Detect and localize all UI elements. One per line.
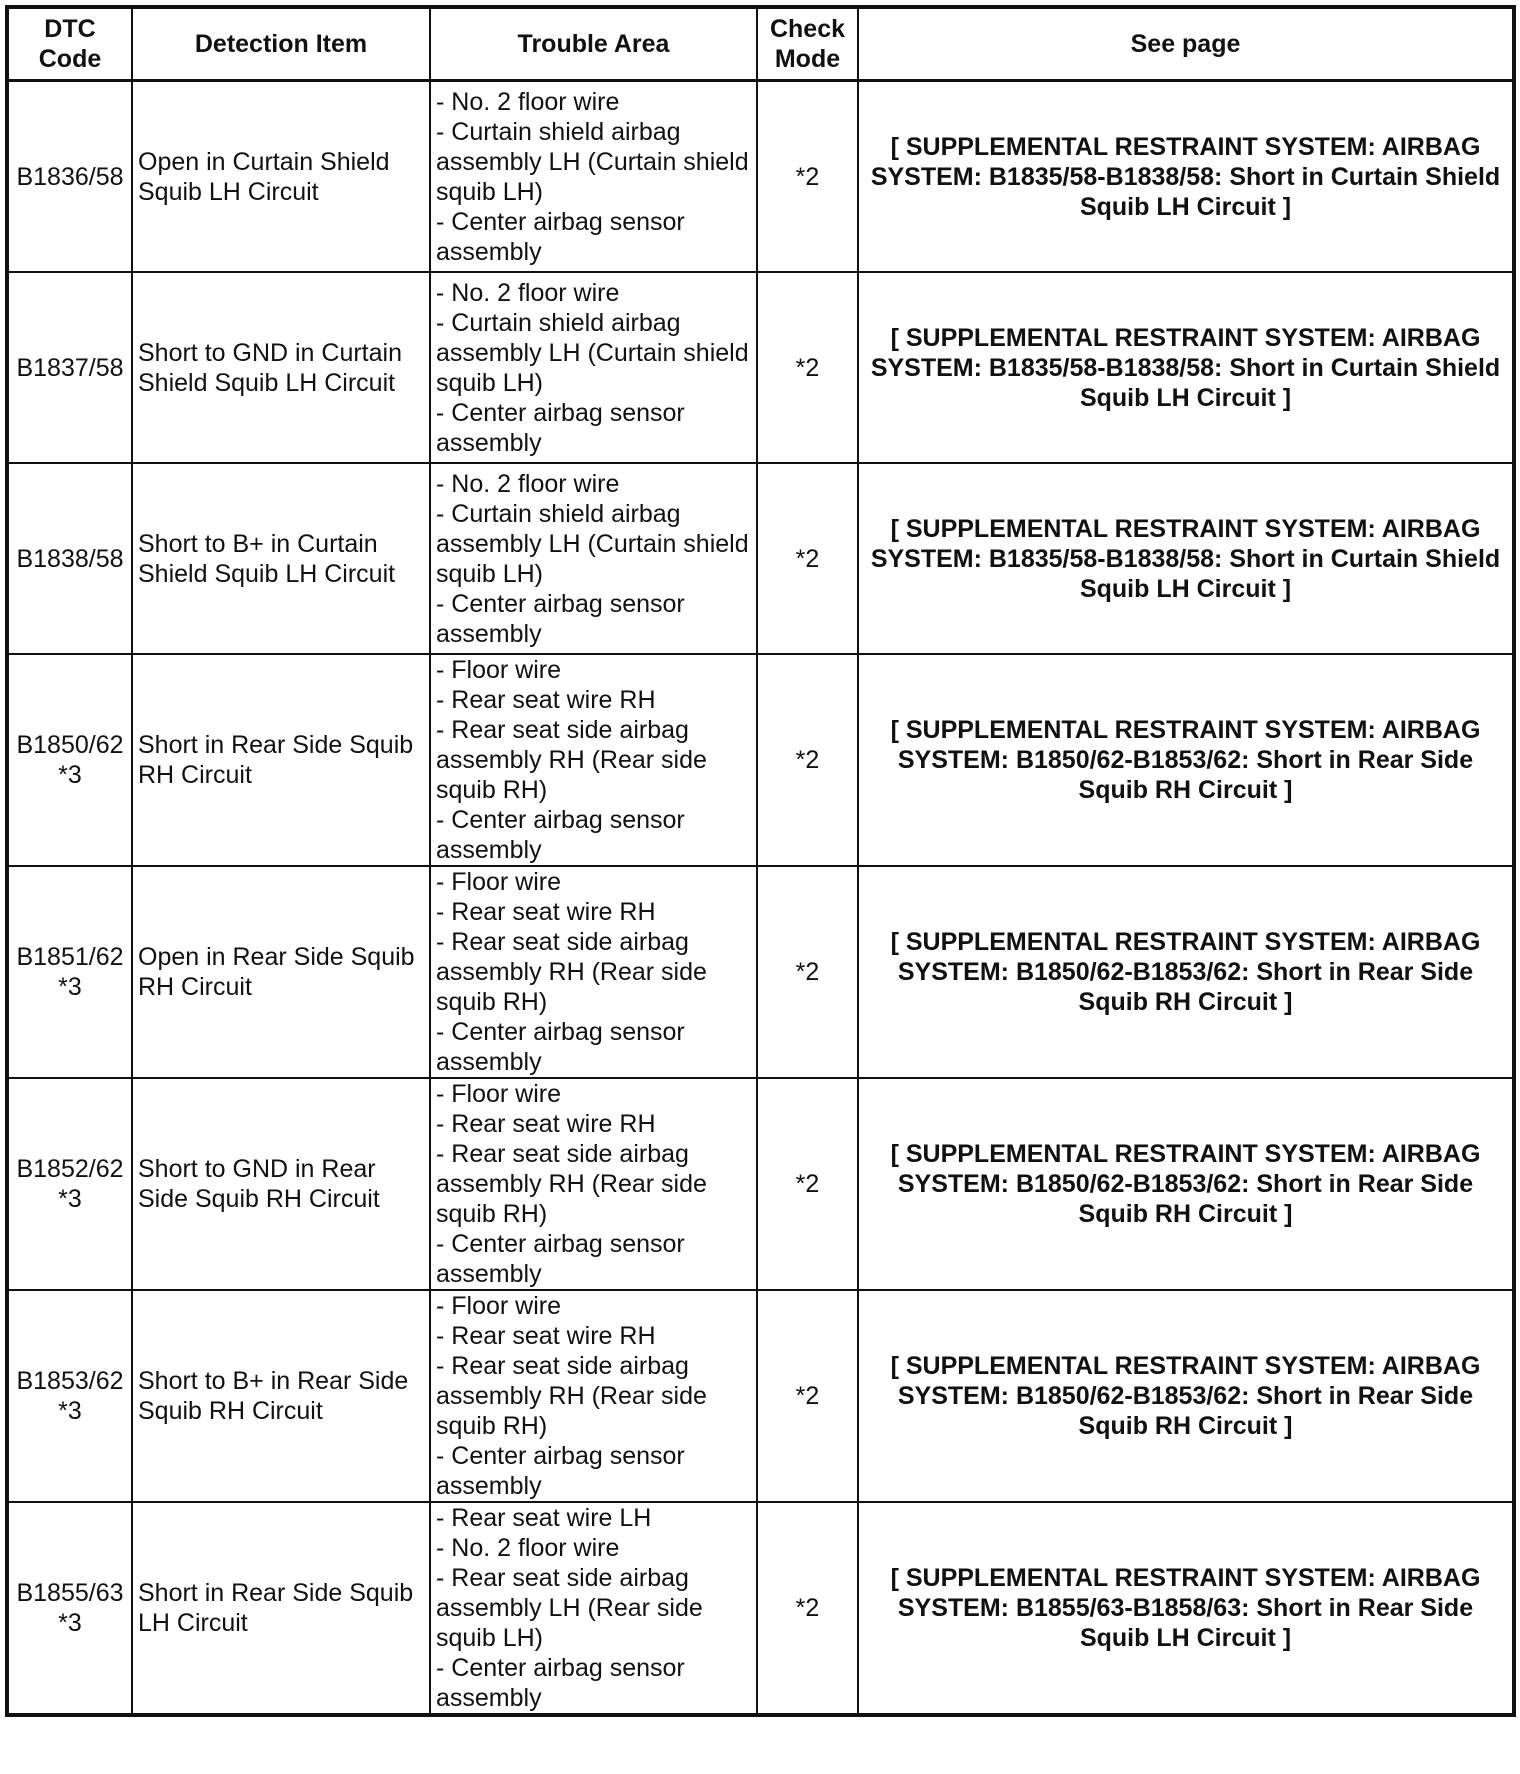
trouble-area-line: assembly LH (Curtain shield: [436, 147, 749, 176]
header-check-mode-line: Mode: [774, 45, 841, 73]
detection-item-cell: [132, 272, 430, 463]
detection-item-line: Side Squib RH Circuit: [138, 1185, 380, 1213]
trouble-area-line: - No. 2 floor wire: [436, 278, 620, 307]
trouble-area-line: - Center airbag sensor: [436, 1442, 685, 1470]
see-page-line: SYSTEM: B1850/62-B1853/62: Short in Rear Side: [897, 1170, 1474, 1198]
detection-item-line: LH Circuit: [138, 1609, 248, 1637]
trouble-area-line: assembly: [436, 237, 542, 266]
detection-item-cell: [132, 1290, 430, 1502]
dtc-code-line: B1853/62: [16, 1367, 124, 1395]
see-page-line: SYSTEM: B1850/62-B1853/62: Short in Rear Side: [897, 958, 1474, 986]
trouble-area-line: - Center airbag sensor: [436, 1230, 685, 1258]
trouble-area-line: assembly RH (Rear side: [436, 1170, 707, 1198]
detection-item-line: Short to GND in Curtain: [138, 338, 402, 367]
trouble-area-line: - Rear seat wire RH: [436, 898, 656, 926]
see-page-cell[interactable]: [858, 654, 1514, 866]
table-row: [7, 866, 1514, 1078]
detection-item-line: Shield Squib LH Circuit: [138, 368, 396, 397]
trouble-area-line: squib LH): [436, 559, 543, 588]
dtc-code-cell: [7, 463, 132, 654]
trouble-area-cell: [430, 1502, 757, 1715]
trouble-area-cell: [430, 1078, 757, 1290]
header-dtc-code-line: Code: [38, 45, 102, 73]
see-page-line: Squib RH Circuit ]: [1078, 1200, 1293, 1228]
trouble-area-line: - Rear seat side airbag: [436, 1140, 689, 1168]
see-page-cell[interactable]: [858, 81, 1514, 273]
table-row: [7, 1502, 1514, 1715]
trouble-area-line: assembly: [436, 1684, 542, 1712]
dtc-code-line: B1837/58: [16, 353, 124, 382]
dtc-table: [5, 5, 1516, 1717]
header-check-mode-line: Check: [769, 15, 846, 43]
table-row: [7, 81, 1514, 273]
trouble-area-line: - Curtain shield airbag: [436, 117, 681, 146]
table-row: [7, 1078, 1514, 1290]
see-page-line: [ SUPPLEMENTAL RESTRAINT SYSTEM: AIRBAG: [890, 132, 1481, 161]
detection-item-line: Short in Rear Side Squib: [138, 1579, 414, 1607]
table-row: [7, 654, 1514, 866]
see-page-cell[interactable]: [858, 272, 1514, 463]
header-dtc-code-line: DTC: [44, 15, 96, 43]
check-mode-cell: *2: [757, 81, 858, 273]
trouble-area-line: assembly: [436, 1048, 542, 1076]
trouble-area-line: squib RH): [436, 776, 548, 804]
see-page-line: [ SUPPLEMENTAL RESTRAINT SYSTEM: AIRBAG: [890, 1352, 1481, 1380]
trouble-area-line: - No. 2 floor wire: [436, 469, 620, 498]
dtc-code-cell: [7, 1502, 132, 1715]
trouble-area-line: squib RH): [436, 988, 548, 1016]
detection-item-cell: [132, 866, 430, 1078]
dtc-code-line: *3: [58, 1185, 82, 1213]
dtc-code-line: B1852/62: [16, 1155, 124, 1183]
trouble-area-line: - No. 2 floor wire: [436, 1534, 620, 1562]
detection-item-line: Open in Curtain Shield: [138, 147, 390, 176]
see-page-line: [ SUPPLEMENTAL RESTRAINT SYSTEM: AIRBAG: [890, 1564, 1481, 1592]
trouble-area-line: - Curtain shield airbag: [436, 308, 681, 337]
trouble-area-line: assembly: [436, 428, 542, 457]
trouble-area-line: - Floor wire: [436, 656, 562, 684]
detection-item-line: Squib RH Circuit: [138, 1397, 323, 1425]
see-page-line: Squib RH Circuit ]: [1078, 1412, 1293, 1440]
trouble-area-line: squib RH): [436, 1200, 548, 1228]
trouble-area-line: assembly: [436, 836, 542, 864]
trouble-area-cell: [430, 1290, 757, 1502]
trouble-area-line: - Center airbag sensor: [436, 207, 685, 236]
trouble-area-line: - Center airbag sensor: [436, 1654, 685, 1682]
trouble-area-line: assembly RH (Rear side: [436, 958, 707, 986]
check-mode-cell: *2: [757, 1290, 858, 1502]
trouble-area-line: assembly LH (Curtain shield: [436, 529, 749, 558]
trouble-area-cell: [430, 272, 757, 463]
see-page-line: [ SUPPLEMENTAL RESTRAINT SYSTEM: AIRBAG: [890, 716, 1481, 744]
header-detection-item: Detection Item: [132, 7, 430, 81]
detection-item-line: Short to GND in Rear: [138, 1155, 376, 1183]
detection-item-line: Short to B+ in Rear Side: [138, 1367, 409, 1395]
dtc-code-cell: [7, 81, 132, 273]
trouble-area-line: - Rear seat side airbag: [436, 1352, 689, 1380]
trouble-area-line: assembly RH (Rear side: [436, 746, 707, 774]
trouble-area-line: - Center airbag sensor: [436, 589, 685, 618]
trouble-area-line: assembly: [436, 1260, 542, 1288]
trouble-area-line: - Center airbag sensor: [436, 1018, 685, 1046]
header-dtc-code: [7, 7, 132, 81]
check-mode-cell: *2: [757, 1078, 858, 1290]
check-mode-cell: *2: [757, 463, 858, 654]
trouble-area-line: assembly RH (Rear side: [436, 1382, 707, 1410]
dtc-code-line: B1838/58: [16, 544, 124, 573]
detection-item-cell: [132, 463, 430, 654]
detection-item-cell: [132, 81, 430, 273]
trouble-area-line: - Rear seat side airbag: [436, 716, 689, 744]
table-row: [7, 463, 1514, 654]
table-header-row: [7, 7, 1514, 81]
dtc-code-line: *3: [58, 973, 82, 1001]
see-page-cell[interactable]: [858, 866, 1514, 1078]
trouble-area-line: assembly LH (Curtain shield: [436, 338, 749, 367]
trouble-area-cell: [430, 654, 757, 866]
dtc-code-cell: [7, 654, 132, 866]
trouble-area-line: - Floor wire: [436, 1292, 562, 1320]
trouble-area-line: - Curtain shield airbag: [436, 499, 681, 528]
table-row: [7, 1290, 1514, 1502]
trouble-area-line: - Rear seat side airbag: [436, 1564, 689, 1592]
header-trouble-area: Trouble Area: [430, 7, 757, 81]
see-page-line: SYSTEM: B1835/58-B1838/58: Short in Curtain Shield: [870, 162, 1501, 191]
trouble-area-line: assembly: [436, 619, 542, 648]
check-mode-cell: *2: [757, 1502, 858, 1715]
trouble-area-line: - Rear seat wire LH: [436, 1504, 652, 1532]
see-page-cell[interactable]: [858, 1502, 1514, 1715]
check-mode-cell: *2: [757, 272, 858, 463]
header-see-page: See page: [858, 7, 1514, 81]
trouble-area-cell: [430, 81, 757, 273]
detection-item-line: Open in Rear Side Squib: [138, 943, 415, 971]
detection-item-line: Short in Rear Side Squib: [138, 731, 414, 759]
see-page-line: SYSTEM: B1835/58-B1838/58: Short in Curtain Shield: [870, 353, 1501, 382]
trouble-area-line: squib RH): [436, 1412, 548, 1440]
detection-item-line: RH Circuit: [138, 973, 252, 1001]
trouble-area-line: - Center airbag sensor: [436, 806, 685, 834]
trouble-area-line: - Rear seat side airbag: [436, 928, 689, 956]
dtc-code-line: B1836/58: [16, 162, 124, 191]
dtc-code-line: B1855/63: [16, 1579, 124, 1607]
trouble-area-line: - Floor wire: [436, 1080, 562, 1108]
table-row: [7, 272, 1514, 463]
check-mode-cell: *2: [757, 866, 858, 1078]
see-page-cell[interactable]: [858, 1078, 1514, 1290]
trouble-area-cell: [430, 866, 757, 1078]
see-page-line: SYSTEM: B1850/62-B1853/62: Short in Rear Side: [897, 746, 1474, 774]
see-page-line: Squib LH Circuit ]: [1079, 383, 1292, 412]
dtc-code-line: B1851/62: [16, 943, 124, 971]
detection-item-line: Squib LH Circuit: [138, 177, 319, 206]
see-page-line: Squib LH Circuit ]: [1079, 1624, 1292, 1652]
see-page-line: [ SUPPLEMENTAL RESTRAINT SYSTEM: AIRBAG: [890, 323, 1481, 352]
see-page-cell[interactable]: [858, 1290, 1514, 1502]
see-page-line: [ SUPPLEMENTAL RESTRAINT SYSTEM: AIRBAG: [890, 514, 1481, 543]
see-page-line: Squib LH Circuit ]: [1079, 574, 1292, 603]
dtc-code-line: *3: [58, 1609, 82, 1637]
detection-item-cell: [132, 654, 430, 866]
detection-item-cell: [132, 1502, 430, 1715]
trouble-area-cell: [430, 463, 757, 654]
trouble-area-line: - Rear seat wire RH: [436, 686, 656, 714]
dtc-code-cell: [7, 272, 132, 463]
header-check-mode: [757, 7, 858, 81]
see-page-line: Squib RH Circuit ]: [1078, 988, 1293, 1016]
trouble-area-line: squib LH): [436, 1624, 543, 1652]
trouble-area-line: squib LH): [436, 177, 543, 206]
dtc-code-cell: [7, 1078, 132, 1290]
dtc-code-line: *3: [58, 1397, 82, 1425]
table-body: [7, 81, 1514, 1716]
detection-item-line: Short to B+ in Curtain: [138, 529, 378, 558]
see-page-line: SYSTEM: B1850/62-B1853/62: Short in Rear Side: [897, 1382, 1474, 1410]
trouble-area-line: - Rear seat wire RH: [436, 1110, 656, 1138]
see-page-line: Squib LH Circuit ]: [1079, 192, 1292, 221]
see-page-line: Squib RH Circuit ]: [1078, 776, 1293, 804]
dtc-table-sheet: [5, 5, 1512, 1717]
see-page-line: SYSTEM: B1835/58-B1838/58: Short in Curtain Shield: [870, 544, 1501, 573]
dtc-code-cell: [7, 866, 132, 1078]
see-page-cell[interactable]: [858, 463, 1514, 654]
see-page-line: [ SUPPLEMENTAL RESTRAINT SYSTEM: AIRBAG: [890, 928, 1481, 956]
trouble-area-line: squib LH): [436, 368, 543, 397]
see-page-line: [ SUPPLEMENTAL RESTRAINT SYSTEM: AIRBAG: [890, 1140, 1481, 1168]
trouble-area-line: assembly LH (Rear side: [436, 1594, 703, 1622]
dtc-code-line: *3: [58, 761, 82, 789]
detection-item-cell: [132, 1078, 430, 1290]
trouble-area-line: - No. 2 floor wire: [436, 87, 620, 116]
detection-item-line: Shield Squib LH Circuit: [138, 559, 396, 588]
see-page-line: SYSTEM: B1855/63-B1858/63: Short in Rear Side: [897, 1594, 1474, 1622]
trouble-area-line: - Center airbag sensor: [436, 398, 685, 427]
trouble-area-line: - Rear seat wire RH: [436, 1322, 656, 1350]
check-mode-cell: *2: [757, 654, 858, 866]
trouble-area-line: - Floor wire: [436, 868, 562, 896]
detection-item-line: RH Circuit: [138, 761, 252, 789]
dtc-code-cell: [7, 1290, 132, 1502]
dtc-code-line: B1850/62: [16, 731, 124, 759]
trouble-area-line: assembly: [436, 1472, 542, 1500]
